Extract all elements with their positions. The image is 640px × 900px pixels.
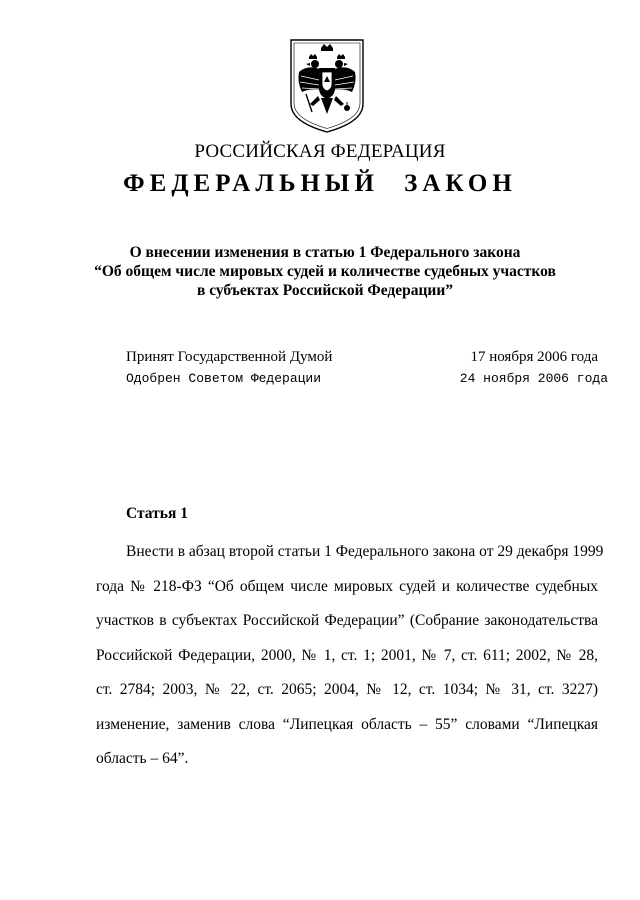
adoption-date: 17 ноября 2006 года (470, 349, 598, 365)
article-line: Российской Федерации, 2000, № 1, ст. 1; 2001, № 7, ст. 611; 2002, № 28, (96, 646, 598, 664)
article-line: участков в субъектах Российской Федерации” (Собрание законодательства (96, 612, 598, 629)
adoption-label: Принят Государственной Думой (126, 349, 333, 365)
article-line: года № 218-ФЗ “Об общем числе мировых судей и количестве судебных (96, 577, 598, 595)
country-name: РОССИЙСКАЯ ФЕДЕРАЦИЯ (194, 141, 446, 162)
article-line: изменение, заменив слова “Липецкая область – 55” словами “Липецкая (96, 715, 598, 733)
article-body (96, 535, 604, 777)
article-line: Внести в абзац второй статьи 1 Федерального закона от 29 декабря 1999 (126, 543, 604, 560)
law-title-line: в субъектах Российской Федерации” (196, 282, 454, 299)
article-line: область – 64”. (96, 750, 189, 767)
adoption-label: Одобрен Советом Федерации (126, 371, 322, 386)
document-type: ФЕДЕРАЛЬНЫЙ ЗАКОН (123, 170, 517, 197)
coat-of-arms-emblem (288, 38, 366, 134)
law-title-line: О внесении изменения в статью 1 Федерального закона (129, 244, 521, 261)
article-heading: Статья 1 (126, 505, 188, 522)
law-title (60, 243, 590, 300)
law-title-line: “Об общем числе мировых судей и количестве судебных участков (94, 263, 556, 280)
adoption-date: 24 ноября 2006 года (459, 371, 608, 386)
article-line: ст. 2784; 2003, № 22, ст. 2065; 2004, № 12, ст. 1034; № 31, ст. 3227) (96, 681, 598, 698)
double-headed-eagle-icon (288, 38, 366, 134)
